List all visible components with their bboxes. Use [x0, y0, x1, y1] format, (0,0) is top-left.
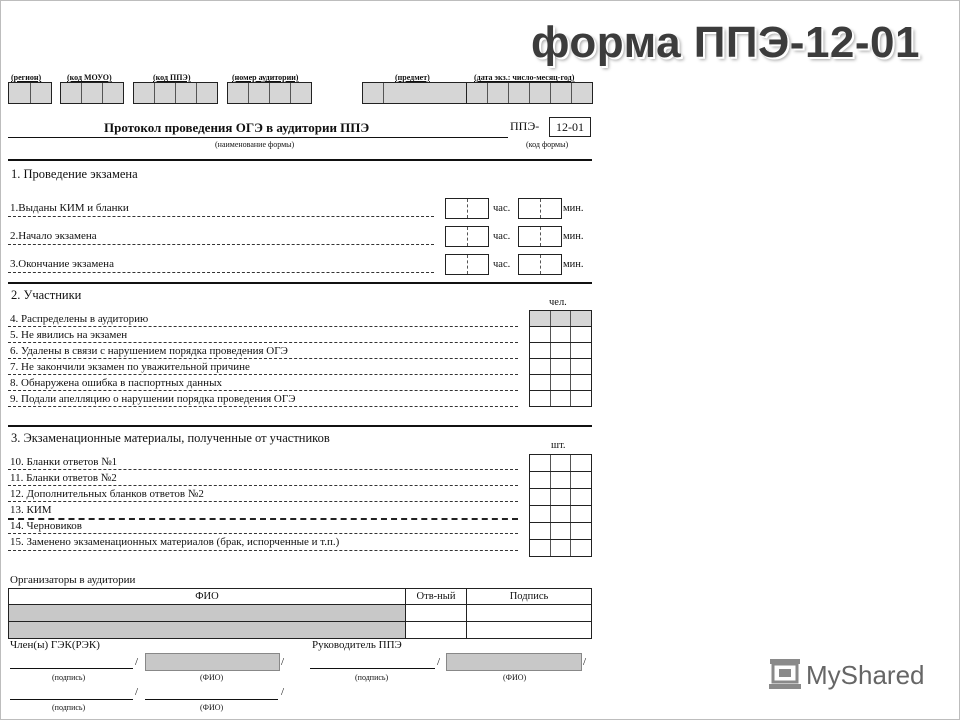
organizer-sign-cell[interactable]: [467, 605, 592, 622]
participants-row-label: 7. Не закончили экзамен по уважительной причине: [10, 361, 250, 373]
end-minutes-unit: мин.: [563, 259, 584, 270]
materials-row-dash: [8, 485, 518, 486]
materials-row-label: 13. КИМ: [10, 504, 52, 516]
start-hours-unit: час.: [493, 231, 511, 242]
gek-signature-line[interactable]: [10, 668, 133, 669]
materials-row-dash: [8, 501, 518, 502]
count-cell-row[interactable]: [530, 489, 591, 506]
issued-minutes-input[interactable]: [518, 198, 562, 219]
row-end-label: 3.Окончание экзамена: [10, 258, 114, 270]
participants-row-dash: [8, 358, 518, 359]
head-fio-field[interactable]: [446, 653, 582, 671]
row-start-label: 2.Начало экзамена: [10, 230, 97, 242]
start-minutes-unit: мин.: [563, 231, 584, 242]
start-hours-input[interactable]: [445, 226, 489, 247]
materials-row-label: 12. Дополнительных бланков ответов №2: [10, 488, 204, 500]
count-cell-row[interactable]: [530, 375, 591, 391]
issued-hours-input[interactable]: [445, 198, 489, 219]
slash-separator: /: [281, 686, 285, 698]
ppe-code-cells[interactable]: [133, 82, 218, 104]
organizers-col-resp: Отв-ный: [406, 589, 467, 605]
participants-row-label: 9. Подали апелляцию о нарушении порядка проведения ОГЭ: [10, 393, 296, 405]
participants-row-dash: [8, 342, 518, 343]
participants-row-dash: [8, 390, 518, 391]
section1-divider: [8, 159, 592, 161]
materials-row-label: 11. Бланки ответов №2: [10, 472, 117, 484]
count-cell-row[interactable]: [530, 540, 591, 556]
materials-row-dash: [8, 469, 518, 470]
organizer-resp-cell[interactable]: [406, 622, 467, 639]
subject-cells[interactable]: [362, 82, 467, 104]
header-label-mouo: (код МОУО): [67, 73, 112, 82]
sign-caption: (подпись): [52, 673, 86, 682]
sign-caption: (подпись): [52, 703, 86, 712]
form-watermark-title: форма ППЭ-12-01: [531, 18, 920, 67]
row-end-dash: [8, 272, 434, 273]
mouo-code-cells[interactable]: [60, 82, 124, 104]
section2-title: 2. Участники: [11, 288, 82, 302]
myshared-logo-text: MyShared: [806, 660, 925, 690]
fio-caption: (ФИО): [200, 673, 224, 682]
header-label-ppe: (код ППЭ): [153, 73, 191, 82]
organizer-fio-cell[interactable]: [9, 622, 406, 639]
header-label-date: (дата экз.: число-месяц-год): [474, 73, 575, 82]
section2-divider: [8, 282, 592, 284]
header-label-room: (номер аудитории): [232, 73, 299, 82]
section3-title: 3. Экзаменационные материалы, полученные от участников: [11, 431, 330, 445]
gek-member-label: Член(ы) ГЭК(РЭК): [10, 639, 100, 651]
participants-row-dash: [8, 406, 518, 407]
participants-row-label: 8. Обнаружена ошибка в паспортных данных: [10, 377, 222, 389]
header-label-region: (регион): [11, 73, 42, 82]
materials-row-dash: [8, 518, 518, 520]
materials-row-dash: [8, 533, 518, 534]
gek-fio-field[interactable]: [145, 653, 280, 671]
count-cell-row[interactable]: [530, 523, 591, 540]
row-start-dash: [8, 244, 434, 245]
participants-row-dash: [8, 326, 518, 327]
row-issued-label: 1.Выданы КИМ и бланки: [10, 202, 129, 214]
gek-fio-line[interactable]: [145, 699, 278, 700]
gek-signature-line[interactable]: [10, 699, 133, 700]
materials-count-grid[interactable]: [529, 454, 592, 557]
issued-hours-unit: час.: [493, 203, 511, 214]
region-code-cells[interactable]: [8, 82, 52, 104]
header-label-subject: (предмет): [395, 73, 430, 82]
organizers-col-sign: Подпись: [467, 589, 592, 605]
form-title: Протокол проведения ОГЭ в аудитории ППЭ: [104, 120, 370, 135]
form-title-underline: [8, 137, 508, 138]
sign-caption: (подпись): [355, 673, 389, 682]
slash-separator: /: [135, 656, 139, 668]
form-code-caption: (код формы): [526, 140, 569, 149]
organizer-sign-cell[interactable]: [467, 622, 592, 639]
materials-row-dash: [8, 550, 518, 551]
section2-unit: чел.: [549, 297, 567, 308]
slash-separator: /: [281, 656, 285, 668]
organizer-fio-cell[interactable]: [9, 605, 406, 622]
exam-date-cells[interactable]: [466, 82, 593, 104]
materials-row-label: 10. Бланки ответов №1: [10, 456, 118, 468]
slash-separator: /: [583, 656, 587, 668]
count-cell-row[interactable]: [530, 455, 591, 472]
form-code-prefix: ППЭ-: [510, 119, 540, 133]
organizers-table: [8, 588, 592, 639]
fio-caption: (ФИО): [503, 673, 527, 682]
section1-title: 1. Проведение экзамена: [11, 167, 138, 181]
participants-row-label: 6. Удалены в связи с нарушением порядка проведения ОГЭ: [10, 345, 288, 357]
participants-row-label: 5. Не явились на экзамен: [10, 329, 128, 341]
row-issued-dash: [8, 216, 434, 217]
organizers-col-fio: ФИО: [9, 589, 406, 605]
count-cell-row[interactable]: [530, 311, 591, 327]
section3-divider: [8, 425, 592, 427]
head-signature-line[interactable]: [310, 668, 435, 669]
form-code-box: 12-01: [549, 117, 591, 137]
end-hours-unit: час.: [493, 259, 511, 270]
participants-count-grid[interactable]: [529, 310, 592, 407]
slash-separator: /: [135, 686, 139, 698]
room-number-cells[interactable]: [227, 82, 312, 104]
count-cell-row[interactable]: [530, 327, 591, 343]
count-cell-row[interactable]: [530, 343, 591, 359]
ppe-head-label: Руководитель ППЭ: [312, 639, 402, 651]
end-hours-input[interactable]: [445, 254, 489, 275]
start-minutes-input[interactable]: [518, 226, 562, 247]
count-cell-row[interactable]: [530, 506, 591, 523]
organizers-title: Организаторы в аудитории: [10, 574, 136, 586]
slash-separator: /: [437, 656, 441, 668]
participants-row-label: 4. Распределены в аудиторию: [10, 313, 149, 325]
materials-row-label: 14. Черновиков: [10, 520, 82, 532]
participants-row-dash: [8, 374, 518, 375]
section3-unit: шт.: [551, 440, 566, 451]
materials-row-label: 15. Заменено экзаменационных материалов (брак, испорченные и т.п.): [10, 536, 340, 548]
end-minutes-input[interactable]: [518, 254, 562, 275]
myshared-logo-icon: [767, 657, 803, 691]
fio-caption: (ФИО): [200, 703, 224, 712]
form-title-caption: (наименование формы): [215, 140, 295, 149]
organizer-resp-cell[interactable]: [406, 605, 467, 622]
issued-minutes-unit: мин.: [563, 203, 584, 214]
count-cell-row[interactable]: [530, 391, 591, 406]
count-cell-row[interactable]: [530, 472, 591, 489]
count-cell-row[interactable]: [530, 359, 591, 375]
